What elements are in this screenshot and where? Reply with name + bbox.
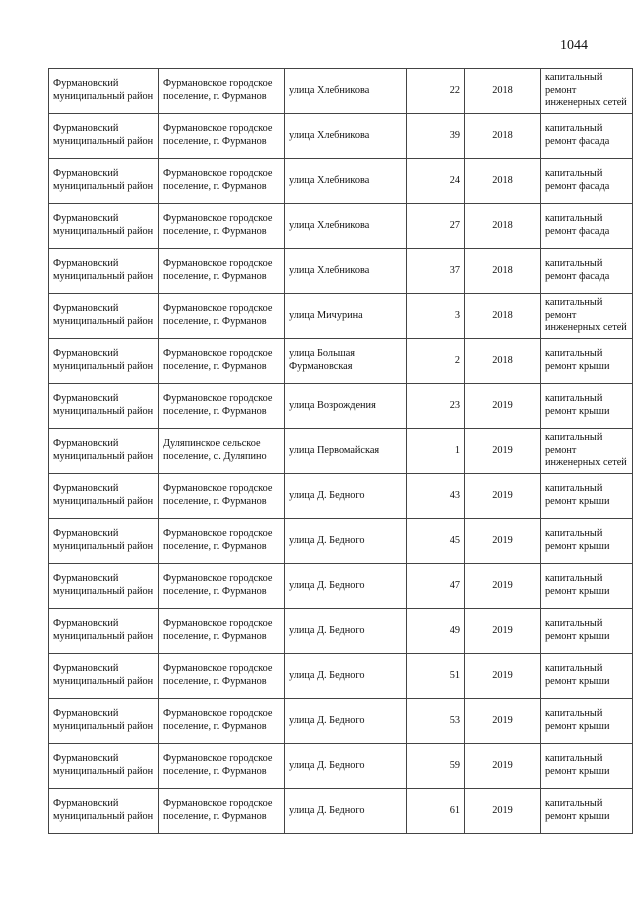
table-row <box>49 114 633 159</box>
table-row <box>49 429 633 474</box>
settlement-cell: Фурмановское городское поселение, г. Фурманов <box>159 249 285 294</box>
work-type-cell: капитальный ремонт инженерных сетей <box>541 294 633 339</box>
district-cell: Фурмановский муниципальный район <box>49 609 159 654</box>
work-type-cell: капитальный ремонт крыши <box>541 519 633 564</box>
street-cell: улица Д. Бедного <box>285 564 407 609</box>
work-type-cell: капитальный ремонт фасада <box>541 159 633 204</box>
settlement-cell: Фурмановское городское поселение, г. Фурманов <box>159 339 285 384</box>
year-cell: 2019 <box>465 564 541 609</box>
house-number-cell: 47 <box>407 564 465 609</box>
street-cell: улица Большая Фурмановская <box>285 339 407 384</box>
house-number-cell: 49 <box>407 609 465 654</box>
district-cell: Фурмановский муниципальный район <box>49 519 159 564</box>
work-type-cell: капитальный ремонт крыши <box>541 384 633 429</box>
street-cell: улица Хлебникова <box>285 159 407 204</box>
house-number-cell: 24 <box>407 159 465 204</box>
house-number-cell: 59 <box>407 744 465 789</box>
table-row <box>49 564 633 609</box>
work-type-cell: капитальный ремонт крыши <box>541 339 633 384</box>
table-row <box>49 519 633 564</box>
house-number-cell: 22 <box>407 69 465 114</box>
table-row <box>49 294 633 339</box>
street-cell: улица Мичурина <box>285 294 407 339</box>
district-cell: Фурмановский муниципальный район <box>49 699 159 744</box>
settlement-cell: Фурмановское городское поселение, г. Фурманов <box>159 789 285 834</box>
district-cell: Фурмановский муниципальный район <box>49 564 159 609</box>
work-type-cell: капитальный ремонт крыши <box>541 564 633 609</box>
district-cell: Фурмановский муниципальный район <box>49 249 159 294</box>
district-cell: Фурмановский муниципальный район <box>49 384 159 429</box>
street-cell: улица Д. Бедного <box>285 474 407 519</box>
work-type-cell: капитальный ремонт крыши <box>541 699 633 744</box>
house-number-cell: 23 <box>407 384 465 429</box>
year-cell: 2018 <box>465 249 541 294</box>
year-cell: 2018 <box>465 114 541 159</box>
district-cell: Фурмановский муниципальный район <box>49 654 159 699</box>
district-cell: Фурмановский муниципальный район <box>49 789 159 834</box>
settlement-cell: Фурмановское городское поселение, г. Фурманов <box>159 294 285 339</box>
street-cell: улица Д. Бедного <box>285 609 407 654</box>
settlement-cell: Фурмановское городское поселение, г. Фурманов <box>159 564 285 609</box>
house-number-cell: 43 <box>407 474 465 519</box>
register-table-body <box>49 69 633 834</box>
street-cell: улица Хлебникова <box>285 249 407 294</box>
house-number-cell: 1 <box>407 429 465 474</box>
year-cell: 2019 <box>465 789 541 834</box>
year-cell: 2019 <box>465 429 541 474</box>
table-row <box>49 699 633 744</box>
page-number: 1044 <box>560 38 588 53</box>
settlement-cell: Фурмановское городское поселение, г. Фурманов <box>159 654 285 699</box>
settlement-cell: Фурмановское городское поселение, г. Фурманов <box>159 744 285 789</box>
table-row <box>49 159 633 204</box>
table-row <box>49 204 633 249</box>
table-row <box>49 69 633 114</box>
table-row <box>49 744 633 789</box>
district-cell: Фурмановский муниципальный район <box>49 294 159 339</box>
work-type-cell: капитальный ремонт крыши <box>541 609 633 654</box>
work-type-cell: капитальный ремонт фасада <box>541 249 633 294</box>
street-cell: улица Д. Бедного <box>285 744 407 789</box>
table-row <box>49 249 633 294</box>
house-number-cell: 37 <box>407 249 465 294</box>
district-cell: Фурмановский муниципальный район <box>49 744 159 789</box>
table-row <box>49 789 633 834</box>
settlement-cell: Фурмановское городское поселение, г. Фурманов <box>159 699 285 744</box>
house-number-cell: 53 <box>407 699 465 744</box>
table-row <box>49 339 633 384</box>
house-number-cell: 3 <box>407 294 465 339</box>
year-cell: 2019 <box>465 474 541 519</box>
work-type-cell: капитальный ремонт инженерных сетей <box>541 429 633 474</box>
year-cell: 2018 <box>465 69 541 114</box>
year-cell: 2019 <box>465 519 541 564</box>
work-type-cell: капитальный ремонт фасада <box>541 204 633 249</box>
year-cell: 2018 <box>465 204 541 249</box>
district-cell: Фурмановский муниципальный район <box>49 474 159 519</box>
work-type-cell: капитальный ремонт крыши <box>541 789 633 834</box>
settlement-cell: Фурмановское городское поселение, г. Фурманов <box>159 384 285 429</box>
street-cell: улица Возрождения <box>285 384 407 429</box>
table-row <box>49 654 633 699</box>
work-type-cell: капитальный ремонт фасада <box>541 114 633 159</box>
work-type-cell: капитальный ремонт крыши <box>541 654 633 699</box>
year-cell: 2018 <box>465 159 541 204</box>
street-cell: улица Д. Бедного <box>285 519 407 564</box>
street-cell: улица Хлебникова <box>285 204 407 249</box>
work-type-cell: капитальный ремонт крыши <box>541 744 633 789</box>
street-cell: улица Хлебникова <box>285 114 407 159</box>
district-cell: Фурмановский муниципальный район <box>49 204 159 249</box>
settlement-cell: Фурмановское городское поселение, г. Фурманов <box>159 474 285 519</box>
year-cell: 2019 <box>465 384 541 429</box>
year-cell: 2018 <box>465 294 541 339</box>
settlement-cell: Фурмановское городское поселение, г. Фурманов <box>159 204 285 249</box>
settlement-cell: Фурмановское городское поселение, г. Фурманов <box>159 69 285 114</box>
year-cell: 2019 <box>465 654 541 699</box>
table-row <box>49 609 633 654</box>
house-number-cell: 51 <box>407 654 465 699</box>
year-cell: 2018 <box>465 339 541 384</box>
settlement-cell: Фурмановское городское поселение, г. Фурманов <box>159 114 285 159</box>
register-table <box>48 68 633 834</box>
year-cell: 2019 <box>465 744 541 789</box>
district-cell: Фурмановский муниципальный район <box>49 159 159 204</box>
work-type-cell: капитальный ремонт крыши <box>541 474 633 519</box>
street-cell: улица Д. Бедного <box>285 654 407 699</box>
house-number-cell: 27 <box>407 204 465 249</box>
street-cell: улица Хлебникова <box>285 69 407 114</box>
street-cell: улица Д. Бедного <box>285 699 407 744</box>
table-row <box>49 474 633 519</box>
district-cell: Фурмановский муниципальный район <box>49 339 159 384</box>
house-number-cell: 39 <box>407 114 465 159</box>
year-cell: 2019 <box>465 609 541 654</box>
house-number-cell: 61 <box>407 789 465 834</box>
settlement-cell: Фурмановское городское поселение, г. Фурманов <box>159 159 285 204</box>
district-cell: Фурмановский муниципальный район <box>49 114 159 159</box>
settlement-cell: Фурмановское городское поселение, г. Фурманов <box>159 519 285 564</box>
street-cell: улица Д. Бедного <box>285 789 407 834</box>
district-cell: Фурмановский муниципальный район <box>49 429 159 474</box>
settlement-cell: Фурмановское городское поселение, г. Фурманов <box>159 609 285 654</box>
table-row <box>49 384 633 429</box>
settlement-cell: Дуляпинское сельское поселение, с. Дуляпино <box>159 429 285 474</box>
work-type-cell: капитальный ремонт инженерных сетей <box>541 69 633 114</box>
district-cell: Фурмановский муниципальный район <box>49 69 159 114</box>
house-number-cell: 2 <box>407 339 465 384</box>
street-cell: улица Первомайская <box>285 429 407 474</box>
year-cell: 2019 <box>465 699 541 744</box>
house-number-cell: 45 <box>407 519 465 564</box>
